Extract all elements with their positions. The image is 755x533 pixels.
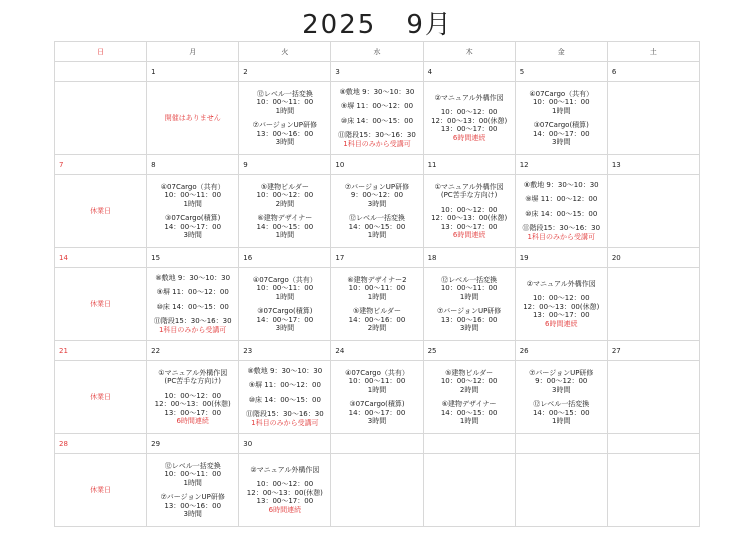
event-line: ⑥建物デザイナー (441, 400, 497, 408)
event-line: 3時間 (275, 324, 295, 332)
day-events (331, 175, 422, 247)
day-cell (607, 454, 699, 527)
event-line: 12：00～13：00(休憩) (431, 116, 508, 125)
event-line: ⑦バージョンUP研修 (436, 307, 502, 315)
day-cell (515, 268, 607, 341)
day-events (516, 82, 607, 154)
event-line: 12：00～13：00(休憩) (246, 488, 323, 497)
event-note: 1科目のみから受講可 (251, 418, 319, 427)
date-number: 12 (515, 155, 607, 175)
event-line: 10：00～12：00 (164, 391, 222, 400)
event-line: 1時間 (459, 292, 479, 301)
event-line: ③07Cargo(積算) (165, 214, 221, 222)
event-line: 9：00～12：00 (350, 191, 404, 199)
day-events (55, 82, 146, 154)
event-line: ⑫レベル一括変換 (533, 400, 590, 408)
event-line: 10：00～11：00 (164, 470, 222, 478)
event-line: ⑩床 14：00～15：00 (340, 116, 414, 125)
day-cell (423, 268, 515, 341)
event-line: 10：00～12：00 (256, 191, 314, 199)
event-line: ⑪階段15：30～16：30 (522, 224, 601, 233)
event-line: 10：00～12：00 (440, 108, 498, 117)
event-line: 13：00～16：00 (440, 315, 498, 324)
date-number: 5 (515, 62, 607, 82)
week-5-date-row (55, 434, 700, 454)
date-number: 29 (147, 434, 239, 454)
event-note: 1科目のみから受講可 (527, 232, 595, 241)
event-note: 休業日 (90, 485, 112, 494)
event-line: 14：00～15：00 (256, 222, 314, 231)
day-events (239, 268, 330, 340)
date-number: 13 (607, 155, 699, 175)
day-events (331, 361, 422, 433)
event-line: 3時間 (275, 138, 295, 146)
event-line: 3時間 (552, 138, 571, 146)
week-3-events-row (55, 268, 700, 341)
date-number: 25 (423, 341, 515, 361)
date-number: 2 (239, 62, 331, 82)
event-line: ③07Cargo(積算) (533, 121, 589, 129)
event-line: 13：00～16：00 (256, 129, 314, 138)
day-cell (331, 268, 423, 341)
date-number: 4 (423, 62, 515, 82)
event-line: ⑩床 14：00～15：00 (156, 302, 229, 311)
day-cell (515, 454, 607, 527)
day-cell (147, 454, 239, 527)
event-line: ⑧敷地 9：30～10：30 (155, 273, 231, 282)
event-note: 休業日 (90, 299, 112, 308)
event-line: 10：00～12：00 (440, 377, 498, 385)
day-cell (331, 454, 423, 527)
date-number: 20 (607, 248, 699, 268)
event-line: ⑫レベル一括変換 (348, 214, 405, 222)
event-line: 10：00～11：00 (256, 98, 314, 106)
date-number: 18 (423, 248, 515, 268)
event-line: ①マニュアル外構作図 (158, 368, 228, 377)
day-cell (423, 82, 515, 155)
day-events (331, 454, 422, 526)
date-number: 14 (55, 248, 147, 268)
event-line: ⑦バージョンUP研修 (529, 368, 594, 377)
event-line: 3時間 (367, 199, 387, 208)
date-number (515, 434, 607, 454)
day-events (424, 82, 515, 154)
event-line: ⑤建物ビルダー (445, 368, 494, 377)
day-events (147, 175, 238, 247)
event-note: 6時間連続 (545, 319, 578, 328)
event-line: 13：00～17：00 (256, 497, 314, 506)
event-line: 13：00～16：00 (164, 501, 222, 510)
event-line: 1時間 (367, 292, 387, 301)
day-cell (423, 175, 515, 248)
day-events (147, 361, 238, 433)
day-events (424, 361, 515, 433)
day-events (239, 361, 330, 433)
day-cell (239, 454, 331, 527)
event-line: 1時間 (367, 231, 387, 239)
day-cell (147, 82, 239, 155)
date-number: 8 (147, 155, 239, 175)
event-line: 2時間 (459, 385, 479, 394)
event-line: ⑨塀 11：00～12：00 (248, 381, 321, 390)
event-note: 6時間連続 (176, 417, 209, 425)
day-cell (147, 361, 239, 434)
event-line: 12：00～13：00(休憩) (431, 214, 508, 222)
day-events (147, 454, 238, 526)
day-cell (423, 361, 515, 434)
day-events (516, 454, 607, 526)
event-line: 3時間 (367, 417, 387, 425)
weekday-tue: 火 (239, 42, 331, 62)
event-line: ⑨塀 11：00～12：00 (525, 195, 598, 204)
event-line: 1時間 (183, 478, 202, 487)
day-events (239, 175, 330, 247)
date-number: 30 (239, 434, 331, 454)
week-2-events-row (55, 175, 700, 248)
event-line: ⑤建物ビルダー (352, 307, 401, 315)
day-cell (515, 175, 607, 248)
event-line: 1時間 (183, 199, 202, 208)
event-line: 1時間 (459, 417, 479, 425)
day-events (424, 454, 515, 526)
event-line: 13：00～17：00 (440, 222, 498, 231)
page-title (0, 4, 755, 41)
event-line: ⑦バージョンUP研修 (252, 121, 318, 129)
day-cell (515, 361, 607, 434)
event-line: 10：00～12：00 (532, 294, 590, 303)
event-line: ⑨塀 11：00～12：00 (156, 288, 229, 297)
week-1-events-row (55, 82, 700, 155)
event-line: ⑪階段15：30～16：30 (246, 410, 324, 419)
event-line: ⑩床 14：00～15：00 (525, 209, 598, 218)
event-note: 休業日 (90, 206, 112, 215)
day-cell (147, 175, 239, 248)
event-line: ②マニュアル外構作図 (526, 279, 596, 288)
event-line: ⑥建物デザイナー2 (347, 275, 407, 284)
date-number: 26 (515, 341, 607, 361)
event-line: ③07Cargo(積算) (349, 400, 405, 408)
event-line: 1時間 (552, 106, 571, 115)
event-line: ⑩床 14：00～15：00 (248, 395, 321, 404)
day-cell (239, 268, 331, 341)
event-line: 13：00～17：00 (532, 311, 590, 320)
event-line: 10：00～11：00 (348, 377, 406, 385)
event-line: 2時間 (367, 324, 387, 332)
day-events (516, 175, 607, 247)
event-line: ⑧敷地 9：30～10：30 (339, 87, 415, 96)
event-line: ⑦バージョンUP研修 (160, 493, 225, 501)
event-note: 6時間連続 (452, 133, 486, 142)
event-line: 12：00～13：00(休憩) (523, 302, 600, 311)
day-events (55, 268, 146, 340)
day-events (239, 82, 330, 154)
event-line: ②マニュアル外構作図 (250, 465, 320, 474)
day-events (55, 175, 146, 247)
event-line: 14：00～15：00 (348, 222, 406, 231)
day-cell (331, 82, 423, 155)
event-line: 14：00～16：00 (348, 315, 406, 324)
weekday-fri: 金 (515, 42, 607, 62)
date-number: 16 (239, 248, 331, 268)
event-line: ⑫レベル一括変換 (164, 461, 221, 470)
event-line: 14：00～15：00 (440, 408, 498, 417)
event-line: 10：00～11：00 (256, 284, 314, 292)
event-line: ④07Cargo（共有） (529, 89, 594, 98)
event-line: 10：00～11：00 (440, 284, 498, 292)
event-line: ④07Cargo（共有） (160, 182, 225, 191)
week-1-date-row (55, 62, 700, 82)
week-4-date-row (55, 341, 700, 361)
day-events (424, 268, 515, 340)
day-events (147, 268, 238, 340)
event-line: 3時間 (183, 231, 202, 239)
event-line: 14：00～17：00 (164, 222, 222, 231)
day-events (239, 454, 330, 526)
date-number: 17 (331, 248, 423, 268)
event-line: 3時間 (552, 385, 571, 394)
date-number: 28 (55, 434, 147, 454)
day-events (516, 268, 607, 340)
day-cell (607, 268, 699, 341)
event-line: 1時間 (275, 106, 295, 115)
day-events (424, 175, 515, 247)
weekday-mon: 月 (147, 42, 239, 62)
day-cell (331, 175, 423, 248)
event-line: ⑪階段15：30～16：30 (153, 317, 232, 326)
title-year: 2025 (302, 10, 377, 40)
event-line: 10：00～11：00 (532, 98, 590, 106)
event-line: 14：00～17：00 (532, 129, 590, 138)
weekday-thu: 木 (423, 42, 515, 62)
event-line: 12：00～13：00(休憩) (154, 400, 231, 408)
date-number: 24 (331, 341, 423, 361)
day-cell (607, 361, 699, 434)
event-line: 13：00～17：00 (440, 125, 498, 134)
date-number: 23 (239, 341, 331, 361)
event-line: 1時間 (552, 417, 571, 425)
event-line: ⑨塀 11：00～12：00 (340, 102, 414, 111)
week-3-date-row (55, 248, 700, 268)
event-line: 3時間 (459, 324, 479, 332)
event-note: 1科目のみから受講可 (158, 325, 227, 334)
event-line: ⑤建物ビルダー (260, 182, 309, 191)
day-events (608, 82, 699, 154)
day-cell (55, 175, 147, 248)
day-events (516, 361, 607, 433)
event-line: 13：00～17：00 (164, 408, 222, 417)
calendar-grid (54, 41, 700, 527)
date-number: 6 (607, 62, 699, 82)
day-events (331, 268, 422, 340)
day-cell (147, 268, 239, 341)
day-cell (607, 175, 699, 248)
week-4-events-row (55, 361, 700, 434)
event-note: 6時間連続 (268, 505, 302, 514)
date-number (607, 434, 699, 454)
date-number: 15 (147, 248, 239, 268)
date-number (331, 434, 423, 454)
date-number (423, 434, 515, 454)
event-line: 1時間 (275, 292, 295, 301)
day-events (608, 454, 699, 526)
event-line: ⑥建物デザイナー (257, 214, 313, 222)
day-cell (331, 361, 423, 434)
day-cell (423, 454, 515, 527)
event-line: ⑫レベル一括変換 (256, 89, 313, 98)
event-line: (PC苦手な方向け) (164, 377, 221, 385)
date-number: 9 (239, 155, 331, 175)
date-number (55, 62, 147, 82)
event-line: ⑦バージョンUP研修 (344, 182, 410, 191)
event-line: 2時間 (275, 199, 295, 208)
day-events (331, 82, 422, 154)
date-number: 3 (331, 62, 423, 82)
day-cell (239, 361, 331, 434)
day-cell (607, 82, 699, 155)
event-line: ⑧敷地 9：30～10：30 (523, 180, 599, 189)
event-line: 1時間 (367, 385, 387, 394)
weekday-wed: 水 (331, 42, 423, 62)
event-line: 9：00～12：00 (535, 377, 588, 385)
event-line: (PC苦手な方向け) (440, 191, 498, 199)
date-number: 11 (423, 155, 515, 175)
day-events (608, 175, 699, 247)
day-cell (515, 82, 607, 155)
date-number: 1 (147, 62, 239, 82)
event-line: ⑧敷地 9：30～10：30 (247, 366, 323, 375)
event-line: 14：00～17：00 (348, 408, 406, 417)
day-events (608, 361, 699, 433)
event-line: 3時間 (183, 510, 202, 518)
event-note: 1科目のみから受講可 (343, 139, 411, 148)
event-line: ③07Cargo(積算) (257, 307, 313, 315)
day-events (147, 82, 238, 154)
day-events (608, 268, 699, 340)
event-line: ②マニュアル外構作図 (434, 93, 504, 102)
event-line: 10：00～11：00 (164, 191, 222, 199)
day-cell (239, 175, 331, 248)
day-cell (55, 82, 147, 155)
event-line: ④07Cargo（共有） (252, 275, 317, 284)
weekday-sat: 土 (607, 42, 699, 62)
date-number: 22 (147, 341, 239, 361)
event-line: 10：00～12：00 (256, 480, 314, 489)
date-number: 19 (515, 248, 607, 268)
day-cell (55, 454, 147, 527)
date-number: 10 (331, 155, 423, 175)
weekday-header-row (55, 42, 700, 62)
event-line: ①マニュアル外構作図 (434, 182, 504, 191)
day-events (55, 361, 146, 433)
day-cell (55, 361, 147, 434)
event-line: ⑫レベル一括変換 (441, 275, 498, 284)
event-note: 休業日 (90, 392, 112, 401)
event-line: 14：00～15：00 (532, 408, 590, 417)
week-5-events-row (55, 454, 700, 527)
event-line: ④07Cargo（共有） (345, 368, 409, 377)
event-line: 14：00～17：00 (256, 315, 314, 324)
event-line: 10：00～12：00 (440, 205, 498, 214)
title-month: 9月 (406, 10, 453, 40)
event-line: 1時間 (275, 231, 295, 239)
week-2-date-row (55, 155, 700, 175)
day-cell (239, 82, 331, 155)
weekday-sun: 日 (55, 42, 147, 62)
event-note: 6時間連続 (452, 231, 486, 239)
event-line: ⑪階段15：30～16：30 (338, 131, 416, 140)
event-note: 開催はありません (164, 113, 221, 122)
date-number: 27 (607, 341, 699, 361)
day-events (55, 454, 146, 526)
date-number: 21 (55, 341, 147, 361)
day-cell (55, 268, 147, 341)
date-number: 7 (55, 155, 147, 175)
event-line: 10：00～11：00 (348, 284, 406, 292)
